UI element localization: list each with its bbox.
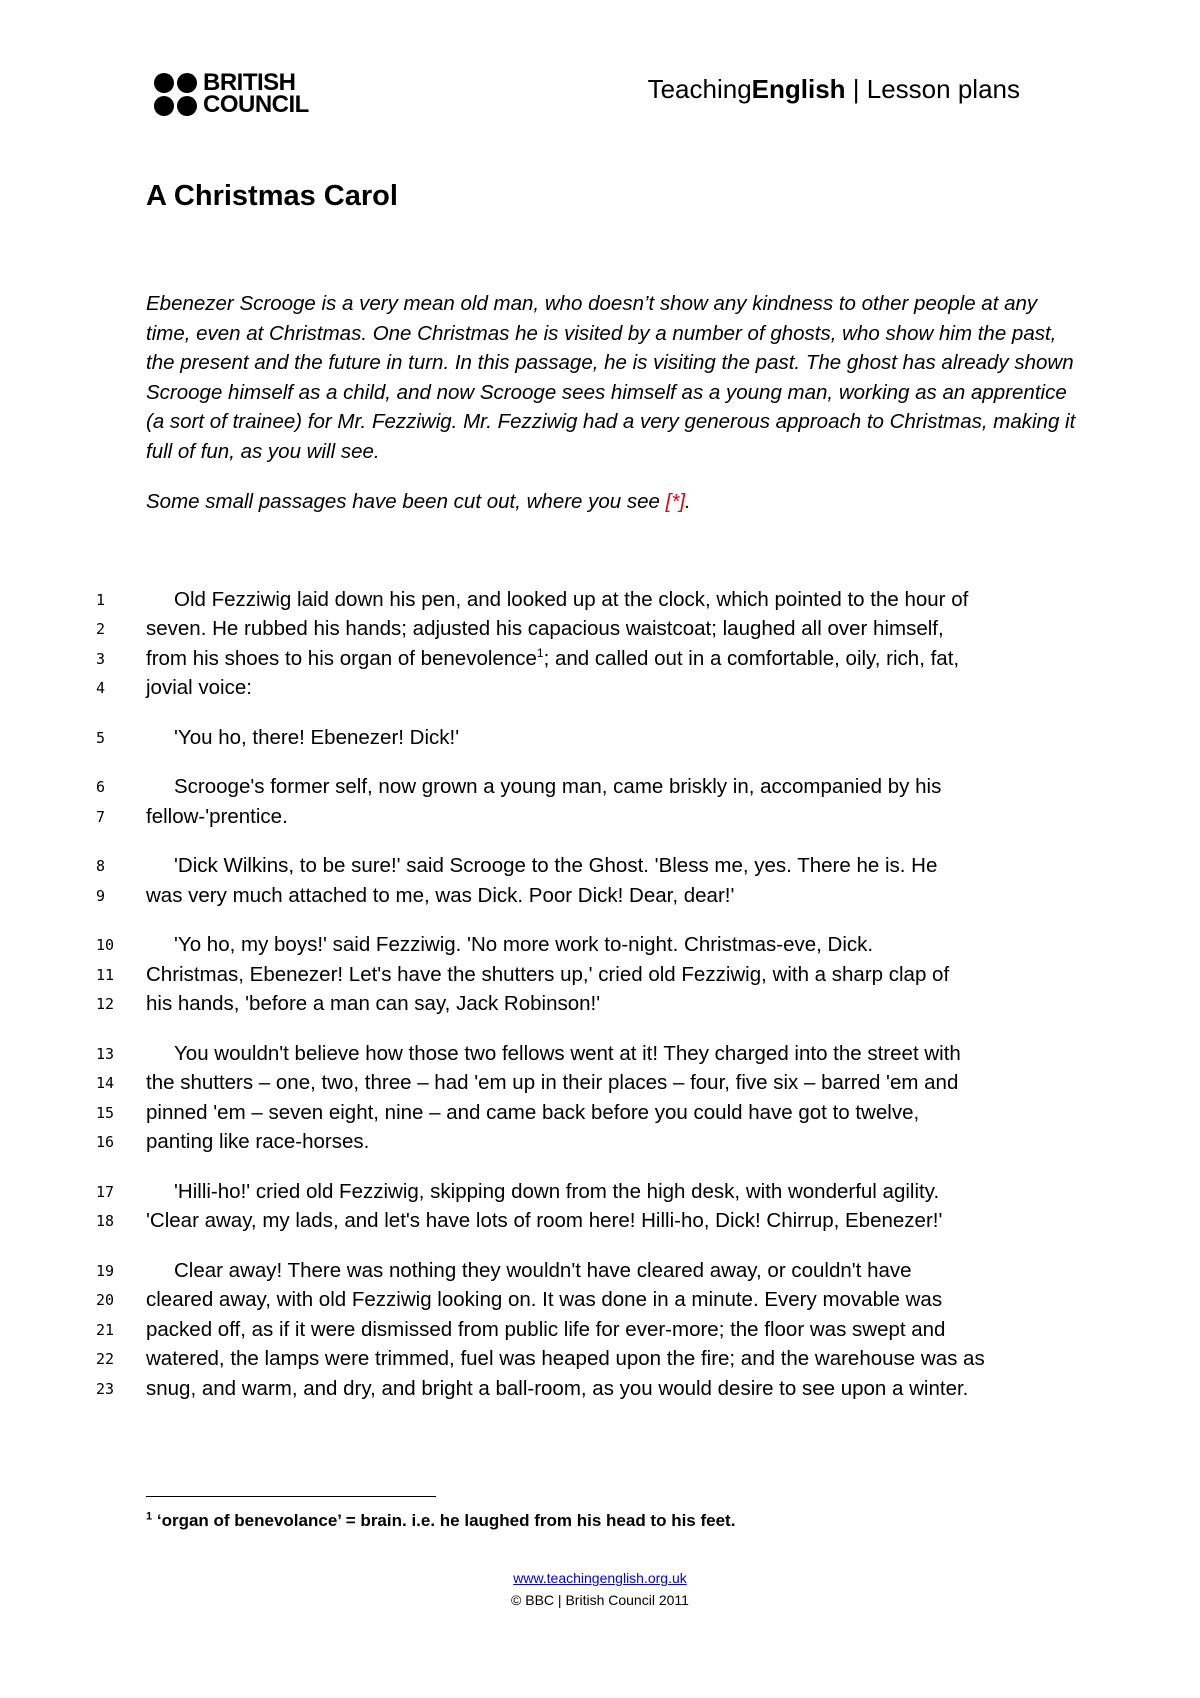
brand-teaching: Teaching [647,74,752,104]
line-number: 17 [96,1182,115,1201]
passage-paragraph [96,723,1076,753]
line-number: 2 [96,620,106,639]
passage-line [96,1128,1076,1158]
passage-line [96,1286,1076,1316]
passage-line [96,852,1076,882]
footnote-ref: 1 [536,645,544,660]
passage-line [96,931,1076,961]
line-text: 'You ho, there! Ebenezer! Dick!' [174,725,460,749]
line-text: 'Clear away, my lads, and let's have lots of room here! Hilli-ho, Dick! Chirrup, Ebenezer!' [146,1209,943,1233]
passage-line [96,644,1076,674]
passage-line [96,1039,1076,1069]
line-text: Old Fezziwig laid down his pen, and looked up at the clock, which pointed to the hour of [174,587,969,611]
passage-paragraph [96,852,1076,911]
line-number: 22 [96,1350,115,1369]
line-number: 16 [96,1133,115,1152]
line-text: cleared away, with old Fezziwig looking on. It was done in a minute. Every movable was [146,1288,943,1312]
line-number: 20 [96,1291,115,1310]
line-text: the shutters – one, two, three – had 'em up in their places – four, five six – barred 'em and [146,1071,959,1095]
passage-line [96,990,1076,1020]
line-text [146,647,959,671]
line-number: 15 [96,1103,115,1122]
line-text: snug, and warm, and dry, and bright a ball-room, as you would desire to see upon a winter. [146,1376,969,1400]
line-number: 12 [96,995,115,1014]
line-number: 4 [96,679,106,698]
footer-link[interactable]: www.teachingenglish.org.uk [513,1570,687,1586]
line-text: seven. He rubbed his hands; adjusted his capacious waistcoat; laughed all over himself, [146,617,944,641]
line-text-part: from his shoes to his organ of benevolence [146,646,537,670]
passage-line [96,585,1076,615]
logo-text-line2: COUNCIL [203,91,309,118]
header-brand [648,74,1020,105]
footnote-number: 1 [146,1510,153,1523]
line-text: fellow-'prentice. [146,804,288,828]
passage-line [96,773,1076,803]
line-number: 18 [96,1212,115,1231]
line-number: 3 [96,649,106,668]
passage-line [96,615,1076,645]
line-number: 13 [96,1044,115,1063]
line-text: Clear away! There was nothing they wouldn't have cleared away, or couldn't have [174,1258,912,1282]
passage-line [96,1256,1076,1286]
line-text: panting like race-horses. [146,1130,370,1154]
passage-paragraph [96,1177,1076,1236]
footnote [146,1511,735,1531]
line-number: 6 [96,778,106,797]
passage-line [96,723,1076,753]
line-number: 5 [96,728,106,747]
line-number: 10 [96,936,115,955]
logo-text-line1: BRITISH [203,69,296,96]
line-text-part: ; and called out in a comfortable, oily, rich, fat, [543,646,960,670]
line-text: Scrooge's former self, now grown a young man, came briskly in, accompanied by his [174,775,942,799]
footnote-text: ‘organ of benevolance’ = brain. i.e. he laughed from his head to his feet. [152,1511,736,1530]
line-number: 21 [96,1320,115,1339]
passage-paragraph [96,1256,1076,1404]
logo-dots-icon [154,73,197,116]
passage-paragraph [96,931,1076,1020]
passage-paragraph [96,773,1076,832]
line-text: pinned 'em – seven eight, nine – and came back before you could have got to twelve, [146,1100,920,1124]
line-text: was very much attached to me, was Dick. Poor Dick! Dear, dear!' [146,883,735,907]
line-number: 19 [96,1261,115,1280]
line-text: packed off, as if it were dismissed from public life for ever-more; the floor was swept and [146,1317,946,1341]
cut-note-text: Some small passages have been cut out, where you see [146,490,666,513]
passage-line [96,1374,1076,1404]
line-text: You wouldn't believe how those two fellows went at it! They charged into the street with [174,1041,961,1065]
line-number: 23 [96,1379,115,1398]
line-text: 'Yo ho, my boys!' said Fezziwig. 'No more work to-night. Christmas-eve, Dick. [174,933,874,957]
line-number: 7 [96,807,106,826]
intro-paragraph: Ebenezer Scrooge is a very mean old man, who doesn’t show any kindness to other people at any time, even at Christmas. One Christmas he is visited by a number of ghosts, who show him the past, the present and the future in turn. In this passage, he is visiting the past. The ghost has already shown Scrooge himself as a child, and now Scrooge sees himself as a young man, working as an apprentice (a sort of trainee) for Mr. Fezziwig. Mr. Fezziwig had a very generous approach to Christmas, making it full of fun, as you will see. [146,292,1076,463]
line-text: 'Hilli-ho!' cried old Fezziwig, skipping down from the high desk, with wonderful agility. [174,1179,940,1203]
passage-line [96,881,1076,911]
line-number: 14 [96,1074,115,1093]
british-council-logo [154,69,309,118]
line-text: Christmas, Ebenezer! Let's have the shutters up,' cried old Fezziwig, with a sharp clap of [146,962,950,986]
line-text: 'Dick Wilkins, to be sure!' said Scrooge to the Ghost. 'Bless me, yes. There he is. He [174,854,938,878]
footnote-divider [146,1496,436,1497]
passage-line [96,1098,1076,1128]
line-text: jovial voice: [146,676,252,700]
passage-paragraph [96,585,1076,703]
line-number: 1 [96,590,106,609]
line-number: 8 [96,857,106,876]
header-section: Lesson plans [866,74,1020,104]
line-text: watered, the lamps were trimmed, fuel was heaped upon the fire; and the warehouse was as [146,1347,985,1371]
passage-line [96,1069,1076,1099]
cut-marker: [*] [665,490,686,513]
passage-line [96,1345,1076,1375]
footer-copyright: © BBC | British Council 2011 [511,1592,689,1608]
passage [96,585,1076,1424]
passage-line [96,1207,1076,1237]
cut-note-end: . [685,490,691,513]
passage-line [96,802,1076,832]
line-text: his hands, 'before a man can say, Jack Robinson!' [146,992,601,1016]
passage-line [96,960,1076,990]
header-separator: | [845,74,867,104]
line-number: 11 [96,965,115,984]
passage-paragraph [96,1039,1076,1157]
cut-note [146,490,691,514]
line-number: 9 [96,886,106,905]
brand-english: English [751,74,846,104]
passage-line [96,1177,1076,1207]
passage-line [96,1315,1076,1345]
page-title: A Christmas Carol [146,180,398,212]
passage-line [96,674,1076,704]
